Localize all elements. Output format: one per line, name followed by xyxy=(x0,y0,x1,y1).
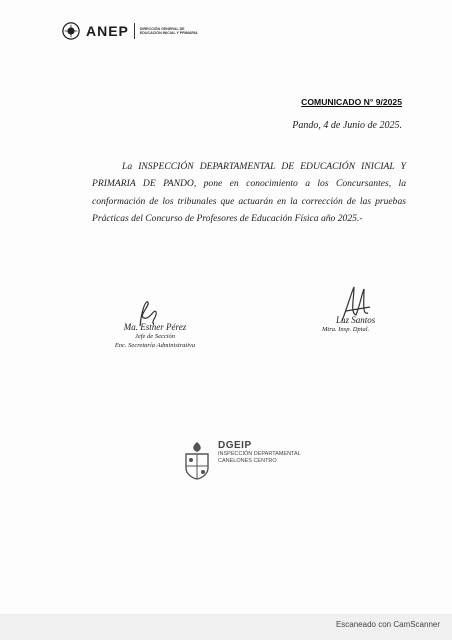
signer-left-title1: Jefe de Sección xyxy=(134,333,176,340)
communique-number: COMUNICADO N° 9/2025 xyxy=(301,97,402,107)
scanner-watermark: Escaneado con CamScanner xyxy=(335,620,440,629)
signer-left-title2: Enc. Secretaría Administrativa xyxy=(114,342,196,349)
letterhead-divider xyxy=(134,23,135,39)
scanner-footer xyxy=(0,614,452,640)
stamp-line1: INSPECCIÓN DEPARTAMENTAL xyxy=(218,451,301,457)
communique-body: La INSPECCIÓN DEPARTAMENTAL DE EDUCACIÓN INICIAL Y PRIMARIA DE PANDO, pone en conocimiento a los Concursantes, la conformación de los tribunales que actuarán en la corrección de las pruebas Prácticas del Concurso de Profesores de Educación Física año 2025.- xyxy=(92,160,406,225)
signer-right-title1: Mtra. Insp. Dptal. xyxy=(322,326,370,333)
signer-right-name: Luz Santos xyxy=(336,315,376,325)
letterhead-org-name: DIRECCIÓN GENERAL DE EDUCACIÓN INICIAL Y PRIMARIA xyxy=(139,26,198,35)
anep-logo-text: ANEP xyxy=(86,23,129,39)
signature-block-left xyxy=(100,322,210,350)
stamp-text xyxy=(218,440,301,465)
communique-date: Pando, 4 de Junio de 2025. xyxy=(292,120,402,131)
signer-left-name: Ma. Esther Pérez xyxy=(123,322,187,332)
institution-stamp xyxy=(180,440,320,482)
letterhead xyxy=(62,22,200,40)
stamp-line2: CANELONES CENTRO xyxy=(218,458,277,464)
signature-block-right xyxy=(322,315,402,334)
anep-seal-icon xyxy=(62,22,80,40)
coat-of-arms-icon xyxy=(180,440,214,480)
stamp-title: DGEIP xyxy=(218,440,252,451)
